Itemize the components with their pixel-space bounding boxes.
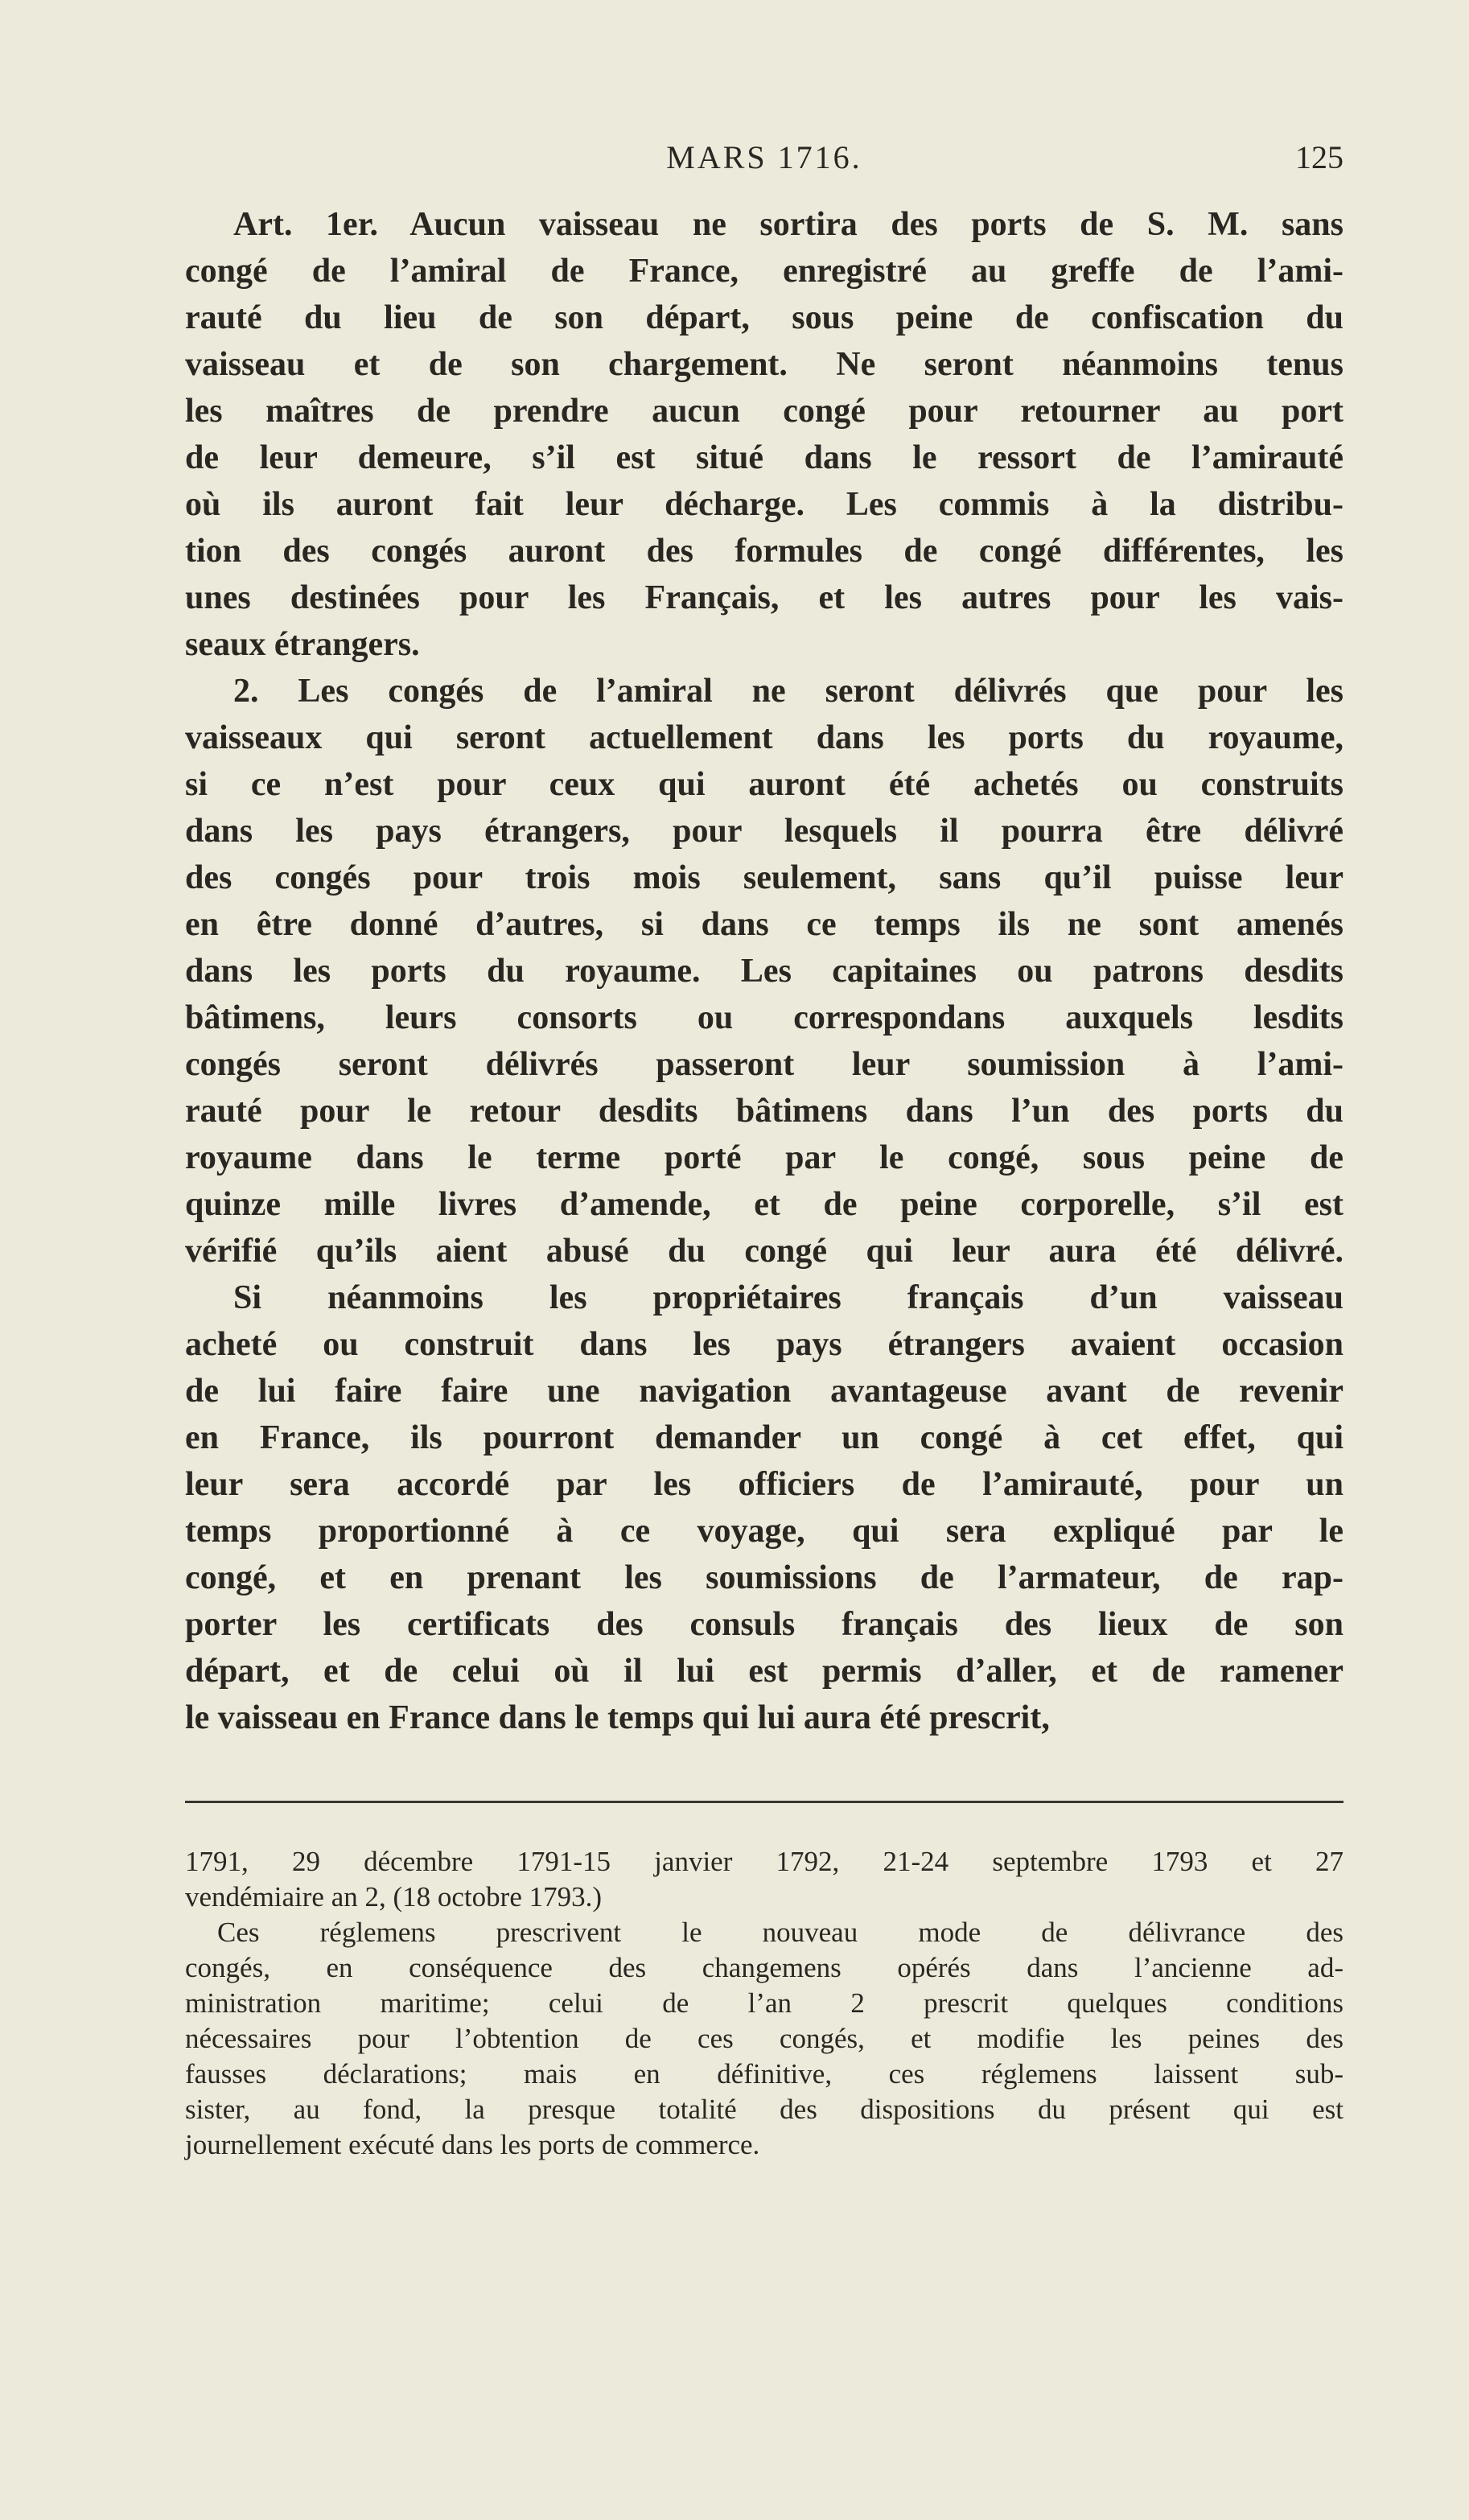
text-line: acheté ou construit dans les pays étrangers avaient occasion <box>185 1326 1343 1363</box>
footnote-line: ministration maritime; celui de l’an 2 prescrit quelques conditions <box>185 1987 1343 2019</box>
footnote-line: sister, au fond, la presque totalité des dispositions du présent qui est <box>185 2094 1343 2125</box>
text-line: si ce n’est pour ceux qui auront été achetés ou construits <box>185 766 1343 803</box>
footnote-line: fausses déclarations; mais en définitive, ces réglemens laissent sub- <box>185 2058 1343 2090</box>
text-line: seaux étrangers. <box>185 626 420 663</box>
footnote-line: journellement exécuté dans les ports de commerce. <box>185 2129 760 2160</box>
text-line: congé, et en prenant les soumissions de l’armateur, de rap- <box>185 1559 1343 1596</box>
footnote-line: 1791, 29 décembre 1791-15 janvier 1792, 21-24 septembre 1793 et 27 <box>185 1846 1343 1877</box>
text-line: 2. Les congés de l’amiral ne seront délivrés que pour les <box>233 673 1343 710</box>
text-line: tion des congés auront des formules de congé différentes, les <box>185 533 1343 570</box>
footnote-rule <box>185 1801 1343 1803</box>
text-line: quinze mille livres d’amende, et de peine corporelle, s’il est <box>185 1186 1343 1223</box>
page-header <box>185 138 1343 187</box>
text-line: vaisseau et de son chargement. Ne seront néanmoins tenus <box>185 346 1343 383</box>
text-line: temps proportionné à ce voyage, qui sera expliqué par le <box>185 1513 1343 1550</box>
text-line: congés seront délivrés passeront leur soumission à l’ami- <box>185 1046 1343 1083</box>
text-line: rauté pour le retour desdits bâtimens dans l’un des ports du <box>185 1093 1343 1130</box>
footnote-text <box>185 1844 1343 2163</box>
text-line: leur sera accordé par les officiers de l’amirauté, pour un <box>185 1466 1343 1503</box>
page-number: 125 <box>1295 139 1343 175</box>
text-line: Art. 1er. Aucun vaisseau ne sortira des ports de S. M. sans <box>233 206 1343 243</box>
footnote-line: congés, en conséquence des changemens opérés dans l’ancienne ad- <box>185 1952 1343 1983</box>
text-line: de leur demeure, s’il est situé dans le ressort de l’amirauté <box>185 439 1343 476</box>
text-line: vaisseaux qui seront actuellement dans les ports du royaume, <box>185 719 1343 756</box>
text-line: des congés pour trois mois seulement, sans qu’il puisse leur <box>185 859 1343 896</box>
text-line: dans les ports du royaume. Les capitaines ou patrons desdits <box>185 953 1343 990</box>
running-title: MARS 1716. <box>666 139 862 175</box>
text-line: unes destinées pour les Français, et les autres pour les vais- <box>185 579 1343 616</box>
text-line: de lui faire faire une navigation avantageuse avant de revenir <box>185 1373 1343 1410</box>
text-line: porter les certificats des consuls français des lieux de son <box>185 1606 1343 1643</box>
footnote-line: nécessaires pour l’obtention de ces congés, et modifie les peines des <box>185 2023 1343 2054</box>
footnote-line: vendémiaire an 2, (18 octobre 1793.) <box>185 1881 603 1913</box>
text-line: en France, ils pourront demander un congé à cet effet, qui <box>185 1419 1343 1456</box>
text-line: départ, et de celui où il lui est permis d’aller, et de ramener <box>185 1653 1343 1690</box>
text-line: dans les pays étrangers, pour lesquels il pourra être délivré <box>185 813 1343 850</box>
text-line: les maîtres de prendre aucun congé pour retourner au port <box>185 393 1343 430</box>
text-line: rauté du lieu de son départ, sous peine de confiscation du <box>185 299 1343 336</box>
text-line: où ils auront fait leur décharge. Les commis à la distribu- <box>185 486 1343 523</box>
text-line: le vaisseau en France dans le temps qui lui aura été prescrit, <box>185 1699 1050 1736</box>
text-line: Si néanmoins les propriétaires français d’un vaisseau <box>233 1279 1343 1316</box>
text-line: bâtimens, leurs consorts ou correspondans auxquels lesdits <box>185 999 1343 1036</box>
footnote-line: Ces réglemens prescrivent le nouveau mode de délivrance des <box>217 1917 1343 1948</box>
text-line: en être donné d’autres, si dans ce temps ils ne sont amenés <box>185 906 1343 943</box>
main-text <box>185 201 1343 1741</box>
text-line: royaume dans le terme porté par le congé, sous peine de <box>185 1139 1343 1176</box>
text-line: congé de l’amiral de France, enregistré au greffe de l’ami- <box>185 253 1343 290</box>
text-line: vérifié qu’ils aient abusé du congé qui leur aura été délivré. <box>185 1233 1343 1270</box>
